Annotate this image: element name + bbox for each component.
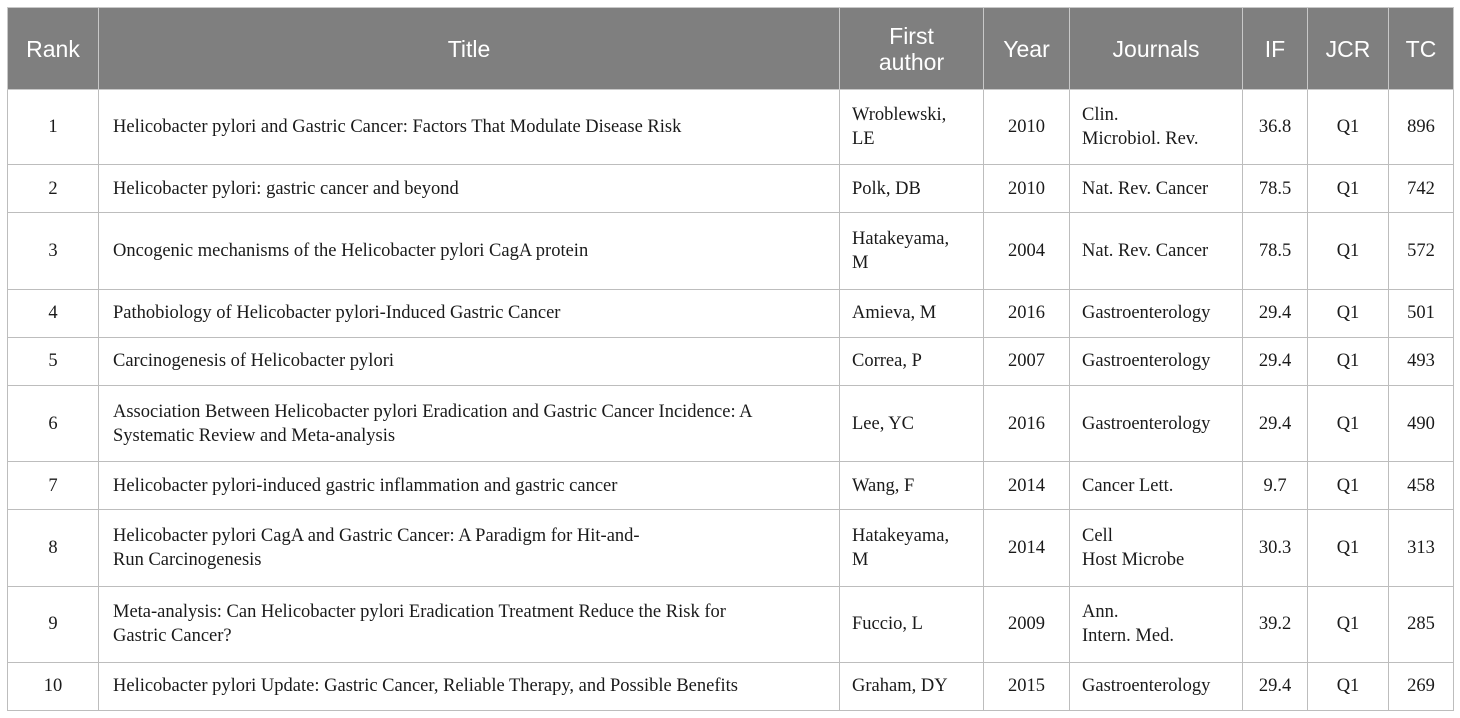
cell-title xyxy=(99,213,840,289)
cell-if-text: 30.3 xyxy=(1258,537,1292,558)
cell-journal-text: Nat. Rev. Cancer xyxy=(1082,240,1209,261)
cell-first-author xyxy=(840,510,984,586)
cell-journal-text: Cell xyxy=(1082,525,1113,546)
cell-journal xyxy=(1070,289,1243,337)
cell-year-text: 2016 xyxy=(1008,413,1045,434)
cell-rank xyxy=(8,213,99,289)
cell-tc xyxy=(1389,337,1454,385)
cell-if-text: 78.5 xyxy=(1258,178,1292,199)
header-first-author-line1: First xyxy=(889,22,934,49)
cell-tc xyxy=(1389,289,1454,337)
cell-title xyxy=(99,662,840,710)
cell-jcr-text: Q1 xyxy=(1336,614,1360,635)
cell-if-text: 9.7 xyxy=(1263,475,1287,496)
cell-tc xyxy=(1389,385,1454,461)
cell-year xyxy=(984,90,1070,165)
cell-if xyxy=(1243,165,1308,213)
cell-rank xyxy=(8,662,99,710)
cell-first-author xyxy=(840,586,984,662)
cell-jcr xyxy=(1308,662,1389,710)
cell-jcr-text: Q1 xyxy=(1336,178,1360,199)
cell-year xyxy=(984,337,1070,385)
cell-title-text: Meta-analysis: Can Helicobacter pylori Eradication Treatment Reduce the Risk for xyxy=(113,602,726,623)
cell-tc xyxy=(1389,510,1454,586)
cell-title xyxy=(99,289,840,337)
cell-tc xyxy=(1389,165,1454,213)
cell-if-text: 29.4 xyxy=(1258,351,1292,372)
cell-first-author xyxy=(840,462,984,510)
cell-year-text: 2010 xyxy=(1008,178,1045,199)
cell-year-text: 2010 xyxy=(1008,117,1045,138)
cell-if xyxy=(1243,662,1308,710)
cell-if xyxy=(1243,462,1308,510)
cell-journal-text-line2: Microbiol. Rev. xyxy=(1082,129,1199,150)
cell-journal xyxy=(1070,165,1243,213)
cell-rank-text: 6 xyxy=(48,413,58,434)
cell-tc xyxy=(1389,586,1454,662)
cell-title-text: Helicobacter pylori-induced gastric inflammation and gastric cancer xyxy=(113,475,618,496)
cell-jcr xyxy=(1308,90,1389,165)
table-row xyxy=(8,586,1454,662)
cell-rank xyxy=(8,385,99,461)
table-row xyxy=(8,662,1454,710)
cell-year xyxy=(984,586,1070,662)
cell-journal-text: Gastroenterology xyxy=(1082,413,1211,434)
cell-title-text: Helicobacter pylori and Gastric Cancer: Factors That Modulate Disease Risk xyxy=(113,117,682,138)
cell-rank-text: 10 xyxy=(43,676,63,697)
cell-tc-text: 501 xyxy=(1407,303,1435,324)
cell-title xyxy=(99,462,840,510)
cell-first-author-text: Correa, P xyxy=(852,351,922,372)
cell-title-text-line2: Systematic Review and Meta-analysis xyxy=(113,425,396,446)
cell-journal-text-line2: Intern. Med. xyxy=(1082,626,1174,647)
cell-if-text: 36.8 xyxy=(1258,117,1292,138)
cell-journal-text: Gastroenterology xyxy=(1082,303,1211,324)
cell-rank-text: 8 xyxy=(48,537,58,558)
cell-first-author-text: Hatakeyama, xyxy=(852,228,950,249)
cell-first-author-text: Hatakeyama, xyxy=(852,525,950,546)
cell-jcr xyxy=(1308,213,1389,289)
cell-rank-text: 5 xyxy=(48,351,58,372)
cell-tc-text: 493 xyxy=(1407,351,1435,372)
cell-first-author xyxy=(840,213,984,289)
cell-jcr-text: Q1 xyxy=(1336,676,1360,697)
cell-if xyxy=(1243,385,1308,461)
cell-year xyxy=(984,510,1070,586)
cell-title-text: Helicobacter pylori Update: Gastric Cancer, Reliable Therapy, and Possible Benefits xyxy=(113,676,738,697)
cell-title-text: Helicobacter pylori CagA and Gastric Cancer: A Paradigm for Hit-and- xyxy=(113,525,640,546)
cell-rank xyxy=(8,510,99,586)
cell-journal xyxy=(1070,385,1243,461)
cell-tc-text: 896 xyxy=(1407,117,1435,138)
cell-journal-text: Clin. xyxy=(1082,105,1119,126)
cell-rank-text: 7 xyxy=(48,475,58,496)
cell-jcr xyxy=(1308,510,1389,586)
cell-rank-text: 9 xyxy=(48,614,58,635)
header-title: Title xyxy=(99,8,840,90)
cell-year xyxy=(984,385,1070,461)
cell-title-text: Association Between Helicobacter pylori Eradication and Gastric Cancer Incidence: A xyxy=(113,401,753,422)
cell-rank-text: 3 xyxy=(48,240,58,261)
cell-rank xyxy=(8,462,99,510)
cell-jcr xyxy=(1308,385,1389,461)
cell-rank xyxy=(8,165,99,213)
cell-title xyxy=(99,586,840,662)
cell-first-author-text: Amieva, M xyxy=(852,303,937,324)
cell-if xyxy=(1243,510,1308,586)
cell-journal xyxy=(1070,662,1243,710)
cell-tc xyxy=(1389,213,1454,289)
cell-year-text: 2004 xyxy=(1008,240,1045,261)
cell-year xyxy=(984,289,1070,337)
cell-jcr-text: Q1 xyxy=(1336,475,1360,496)
cell-title xyxy=(99,337,840,385)
cell-journal-text: Cancer Lett. xyxy=(1082,475,1174,496)
cell-first-author-text: Fuccio, L xyxy=(852,614,923,635)
cell-if-text: 29.4 xyxy=(1258,413,1292,434)
table-body xyxy=(8,90,1454,711)
header-first-author-line2: author xyxy=(878,48,945,75)
cell-title xyxy=(99,385,840,461)
cell-first-author-text: Polk, DB xyxy=(852,178,921,199)
cell-rank xyxy=(8,90,99,165)
cell-year-text: 2014 xyxy=(1008,475,1045,496)
cell-if-text: 78.5 xyxy=(1258,240,1292,261)
cell-first-author-text: Lee, YC xyxy=(852,413,914,434)
cell-journal-text: Gastroenterology xyxy=(1082,351,1211,372)
cell-year xyxy=(984,662,1070,710)
header-first-author xyxy=(840,8,984,90)
cell-journal xyxy=(1070,462,1243,510)
cell-jcr-text: Q1 xyxy=(1336,303,1360,324)
cell-jcr-text: Q1 xyxy=(1336,351,1360,372)
cell-title xyxy=(99,165,840,213)
cell-title-text: Helicobacter pylori: gastric cancer and beyond xyxy=(113,178,459,199)
cell-first-author xyxy=(840,165,984,213)
header-row xyxy=(8,8,1454,90)
cell-rank-text: 1 xyxy=(48,117,58,138)
header-journals: Journals xyxy=(1070,8,1243,90)
cell-first-author xyxy=(840,337,984,385)
table-row xyxy=(8,337,1454,385)
cell-tc-text: 742 xyxy=(1407,178,1435,199)
table-row xyxy=(8,90,1454,165)
cell-jcr xyxy=(1308,337,1389,385)
cell-tc xyxy=(1389,662,1454,710)
cell-first-author-text: Graham, DY xyxy=(852,676,948,697)
citation-table xyxy=(7,7,1454,711)
cell-if xyxy=(1243,90,1308,165)
cell-year xyxy=(984,165,1070,213)
cell-journal xyxy=(1070,90,1243,165)
table-row xyxy=(8,165,1454,213)
table-row xyxy=(8,385,1454,461)
header-jcr: JCR xyxy=(1308,8,1389,90)
cell-jcr-text: Q1 xyxy=(1336,413,1360,434)
cell-if xyxy=(1243,337,1308,385)
cell-tc-text: 285 xyxy=(1407,614,1435,635)
cell-tc-text: 490 xyxy=(1407,413,1435,434)
cell-if xyxy=(1243,289,1308,337)
cell-year xyxy=(984,213,1070,289)
cell-journal xyxy=(1070,586,1243,662)
table-row xyxy=(8,213,1454,289)
cell-tc-text: 458 xyxy=(1407,475,1435,496)
cell-jcr-text: Q1 xyxy=(1336,537,1360,558)
cell-rank xyxy=(8,289,99,337)
cell-if xyxy=(1243,213,1308,289)
cell-jcr xyxy=(1308,462,1389,510)
cell-jcr-text: Q1 xyxy=(1336,240,1360,261)
cell-title xyxy=(99,510,840,586)
cell-title-text-line2: Run Carcinogenesis xyxy=(113,549,262,570)
cell-journal-text: Gastroenterology xyxy=(1082,676,1211,697)
table-row xyxy=(8,289,1454,337)
cell-jcr xyxy=(1308,586,1389,662)
cell-tc xyxy=(1389,462,1454,510)
cell-journal-text: Ann. xyxy=(1082,602,1119,623)
cell-title xyxy=(99,90,840,165)
cell-year-text: 2014 xyxy=(1008,537,1045,558)
cell-year-text: 2009 xyxy=(1008,614,1045,635)
cell-if-text: 29.4 xyxy=(1258,303,1292,324)
cell-first-author xyxy=(840,662,984,710)
cell-tc-text: 313 xyxy=(1407,537,1435,558)
cell-first-author-text: Wroblewski, xyxy=(852,105,947,126)
cell-jcr-text: Q1 xyxy=(1336,117,1360,138)
cell-title-text: Pathobiology of Helicobacter pylori-Induced Gastric Cancer xyxy=(113,303,561,324)
cell-first-author-text-line2: M xyxy=(852,549,869,570)
table-row xyxy=(8,462,1454,510)
header-if: IF xyxy=(1243,8,1308,90)
cell-first-author xyxy=(840,289,984,337)
cell-first-author-text: Wang, F xyxy=(852,475,915,496)
cell-title-text-line2: Gastric Cancer? xyxy=(113,626,232,647)
cell-tc-text: 572 xyxy=(1407,240,1435,261)
cell-rank xyxy=(8,337,99,385)
cell-title-text: Carcinogenesis of Helicobacter pylori xyxy=(113,351,394,372)
cell-rank xyxy=(8,586,99,662)
cell-year-text: 2016 xyxy=(1008,303,1045,324)
header-tc: TC xyxy=(1389,8,1454,90)
header-rank: Rank xyxy=(8,8,99,90)
cell-first-author-text-line2: LE xyxy=(852,129,875,150)
cell-first-author-text-line2: M xyxy=(852,252,869,273)
cell-jcr xyxy=(1308,165,1389,213)
cell-first-author xyxy=(840,385,984,461)
cell-title-text: Oncogenic mechanisms of the Helicobacter pylori CagA protein xyxy=(113,240,589,261)
cell-journal xyxy=(1070,337,1243,385)
cell-year-text: 2015 xyxy=(1008,676,1045,697)
table-row xyxy=(8,510,1454,586)
cell-tc-text: 269 xyxy=(1407,676,1435,697)
cell-rank-text: 2 xyxy=(48,178,58,199)
cell-journal-text: Nat. Rev. Cancer xyxy=(1082,178,1209,199)
cell-tc xyxy=(1389,90,1454,165)
cell-first-author xyxy=(840,90,984,165)
cell-jcr xyxy=(1308,289,1389,337)
cell-year xyxy=(984,462,1070,510)
cell-year-text: 2007 xyxy=(1008,351,1045,372)
cell-if-text: 39.2 xyxy=(1258,614,1292,635)
cell-rank-text: 4 xyxy=(48,303,58,324)
header-year: Year xyxy=(984,8,1070,90)
cell-journal-text-line2: Host Microbe xyxy=(1082,549,1185,570)
cell-journal xyxy=(1070,510,1243,586)
cell-journal xyxy=(1070,213,1243,289)
cell-if xyxy=(1243,586,1308,662)
cell-if-text: 29.4 xyxy=(1258,676,1292,697)
